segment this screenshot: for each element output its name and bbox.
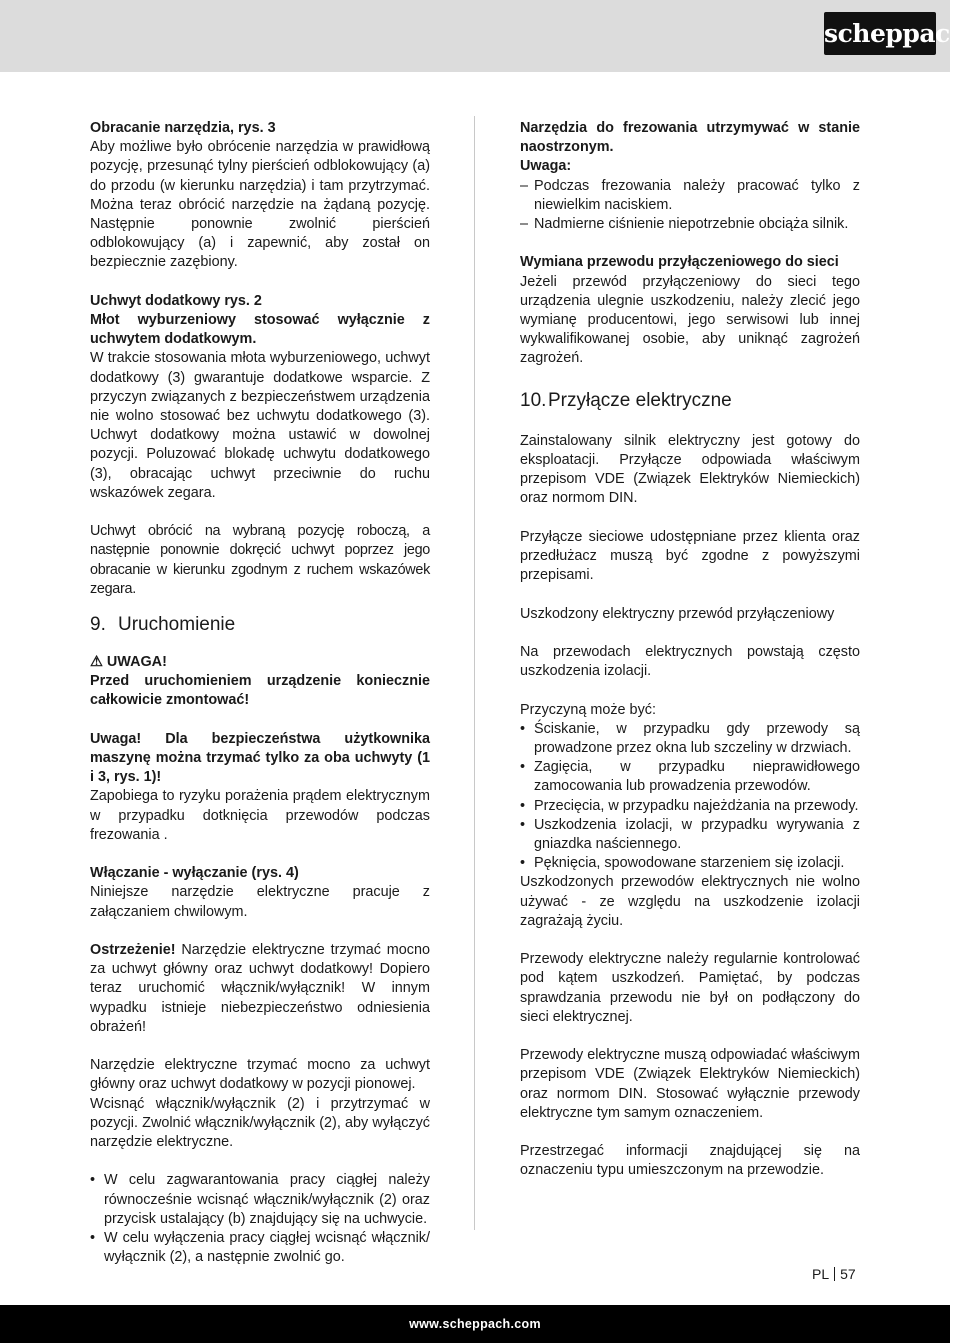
sharp-tools-note: Narzędzia do frezowania utrzymywać w stanie naostrzonym.	[520, 120, 860, 156]
press-switch-text: Wcisnąć włącznik/wyłącznik (2) i przytrzymać w pozycji. Zwolnić włącznik/wyłącznik (2), aby wyłączyć narzędzie elektryczne.	[90, 1095, 430, 1151]
hold-tool-text: Narzędzie elektryczne trzymać mocno za uchwyt główny oraz uchwyt dodatkowy w pozycji pionowej.	[90, 1057, 430, 1093]
causes-list	[520, 720, 860, 874]
warning-triangle-icon: ⚠	[90, 654, 103, 671]
rotate-tool-text: Aby możliwe było obrócenie narzędzia w prawidłową pozycję, przesunąć tylny pierścień odblokowujący (a) do przodu (w kierunku narzędzia) i tam przytrzymać. Można teraz obrócić narzędzie na żądaną pozycję. Następnie ponownie zwolnić pierścień odblokowujący (a) i zapewnić, aby został on bezpiecznie zazębiony.	[90, 139, 430, 271]
section-10-heading	[520, 387, 860, 413]
page-number	[812, 1266, 856, 1282]
cable-replacement-text: Jeżeli przewód przyłączeniowy do sieci tego urządzenia ulegnie uszkodzeniu, należy zlecić jego wymianę producentowi, jego serwisowi lub innej wykwalifikowanej osobie, aby uniknąć zagrożeń zagrożeń.	[520, 273, 860, 367]
damaged-cables-warning: Uszkodzonych przewodów elektrycznych nie wolno używać - ze względu na uszkodzenie izolacji zagrażają życiu.	[520, 874, 860, 929]
list-item: • Zagięcia, w przypadku nieprawidłowego zamocowania lub prowadzenia przewodów.	[520, 759, 860, 795]
list-item: • Ściskanie, w przypadku gdy przewody są prowadzone przez okna lub szczeliny w drzwiach.	[520, 720, 860, 756]
mains-connection-text: Przyłącze sieciowe udostępniane przez klienta oraz przedłużacz muszą być zgodne z powyższymi przepisami.	[520, 528, 860, 584]
left-column	[90, 119, 430, 1267]
list-item: • W celu wyłączenia pracy ciągłej wcisnąć włącznik/ wyłącznik (2), a następnie zwolnić go.	[90, 1230, 430, 1266]
right-column	[520, 119, 860, 1181]
page-num: 57	[840, 1266, 856, 1282]
list-item: – Podczas frezowania należy pracować tylko z niewielkim naciskiem.	[520, 177, 860, 213]
list-item: • W celu zagwarantowania pracy ciągłej należy równocześnie wcisnąć włącznik/wyłącznik (2) oraz przycisk ustalający (b) znajdujący się na uchwycie.	[90, 1172, 430, 1227]
website-url[interactable]: www.scheppach.com	[409, 1317, 541, 1331]
list-item: • Uszkodzenia izolacji, w przypadku wyrywania z gniazdka naściennego.	[520, 816, 860, 853]
language-code: PL	[812, 1266, 830, 1282]
section-10-number: 10.	[520, 389, 547, 411]
damaged-cable-text: Uszkodzony elektryczny przewód przyłączeniowy	[520, 605, 835, 622]
switch-heading: Włączanie - wyłączanie (rys. 4)	[90, 865, 299, 882]
warning-label: ⚠ UWAGA!	[90, 654, 167, 671]
section-9-heading	[90, 611, 430, 637]
insulation-damage-text: Na przewodach elektrycznych powstają często uszkodzenia izolacji.	[520, 644, 860, 680]
brand-logo: scheppach	[824, 12, 936, 55]
list-item: • Przecięcia, w przypadku najeżdżania na przewody.	[520, 797, 859, 814]
safety-note: Uwaga! Dla bezpieczeństwa użytkownika maszynę można trzymać tylko za oba uchwyty (1 i 3, rys. 1)!	[90, 730, 430, 786]
aux-handle-warning: Młot wyburzeniowy stosować wyłącznie z uchwytem dodatkowym.	[90, 312, 430, 348]
cable-replacement-heading: Wymiana przewodu przyłączeniowego do sieci	[520, 254, 839, 271]
aux-handle-heading: Uchwyt dodatkowy rys. 2	[90, 292, 262, 309]
caution-label: Ostrzeżenie!	[90, 942, 176, 959]
cable-standards-text: Przewody elektryczne muszą odpowiadać właściwym przepisom VDE (Związek Elektryków Niemieckich) oraz normom DIN. Stosować wyłącznie przewody elektryczne tym samym oznaczeniem.	[520, 1047, 860, 1121]
aux-handle-text-2: Uchwyt obrócić na wybraną pozycję roboczą, a następnie ponownie dokręcić uchwyt poprzez jego obracanie w kierunku zgodnym z ruchem wskazówek zegara.	[90, 523, 430, 597]
footer-bar	[0, 1305, 950, 1343]
header-bar	[0, 0, 967, 72]
section-9-title: Uruchomienie	[118, 614, 236, 636]
inspection-text: Przewody elektryczne należy regularnie kontrolować pod kątem uszkodzeń. Pamiętać, by podczas sprawdzania przewodu nie był on podłączony do sieci elektrycznej.	[520, 951, 860, 1025]
section-9-number: 9.	[90, 614, 106, 636]
list-item: • Pęknięcia, spowodowane starzeniem się izolacji.	[520, 855, 845, 872]
safety-note-text: Zapobiega to ryzyku porażenia prądem elektrycznym w przypadku dotknięcia przewodów podczas frezowania .	[90, 788, 430, 843]
rotate-tool-heading: Obracanie narzędzia, rys. 3	[90, 120, 276, 136]
continuous-operation-list	[90, 1171, 430, 1267]
column-divider	[474, 116, 475, 1230]
section-10-title: Przyłącze elektryczne	[548, 389, 732, 411]
warning-text: Przed uruchomieniem urządzenie koniecznie całkowicie zmontować!	[90, 673, 430, 709]
caution-paragraph: Ostrzeżenie! Narzędzie elektryczne trzymać mocno za uchwyt główny oraz uchwyt dodatkowy! Dopiero teraz uruchomić włącznik/wyłącznik! W innym wypadku istnieje niebezpieczeństwo odniesienia obrażeń!	[90, 942, 430, 1035]
list-item: – Nadmierne ciśnienie niepotrzebnie obciąża silnik.	[520, 216, 849, 233]
type-label-text: Przestrzegać informacji znajdującej się na oznaczeniu typu umieszczonym na przewodzie.	[520, 1143, 860, 1179]
motor-ready-text: Zainstalowany silnik elektryczny jest gotowy do eksploatacji. Przyłącze odpowiada właściwym przepisom VDE (Związek Elektryków Niemieckich) oraz normom DIN.	[520, 432, 860, 507]
aux-handle-text: W trakcie stosowania młota wyburzeniowego, uchwyt dodatkowy (3) gwarantuje dodatkowe wsparcie. Z przyczyn związanych z bezpieczeństwem urządzenia nie wolno stosować bez uchwytu dodatkowego (3). Uchwyt dodatkowy można ustawić w dowolnej pozycji. Poluzować blokadę uchwytu dodatkowego (3), obracając uchwyt przeciwnie do ruchu wskazówek zegara.	[90, 350, 430, 501]
switch-text: Niniejsze narzędzie elektryczne pracuje z załączaniem chwilowym.	[90, 884, 430, 920]
attention-label: Uwaga:	[520, 158, 572, 175]
causes-label: Przyczyną może być:	[520, 701, 656, 718]
